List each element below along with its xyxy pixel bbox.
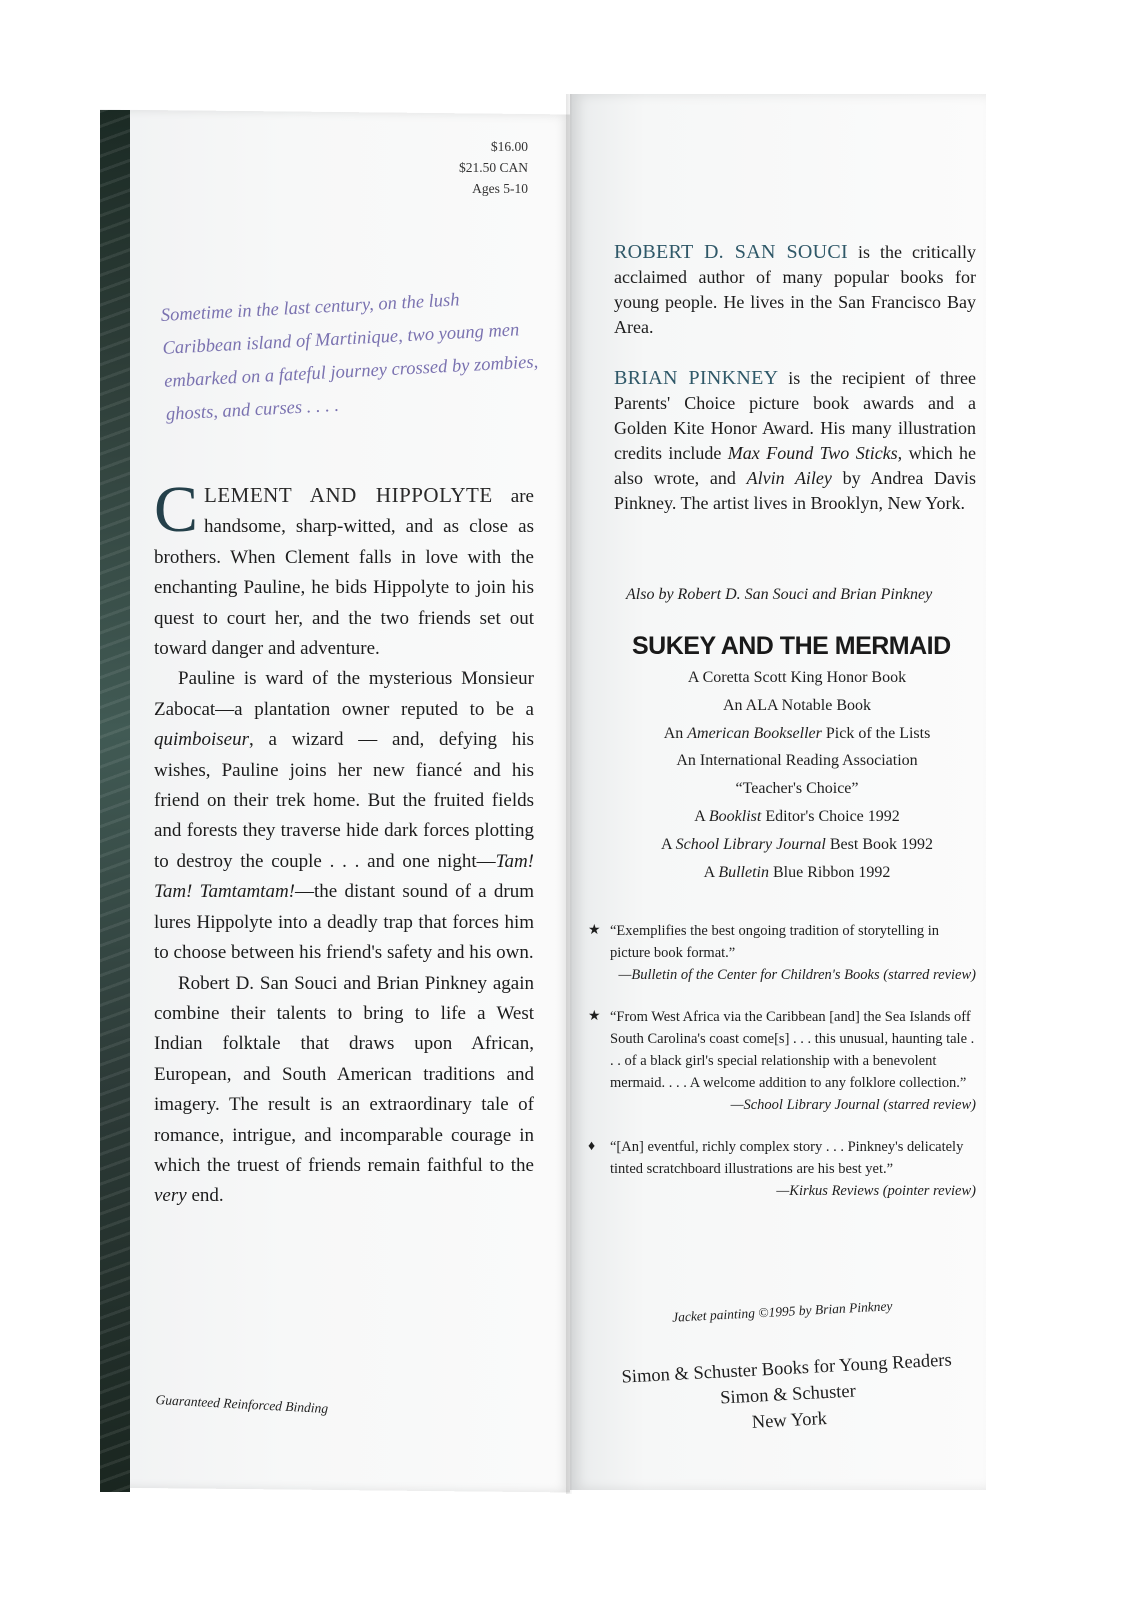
publisher-imprint: Simon & Schuster Books for Young Readers (621, 1350, 953, 1388)
review-item (588, 1006, 976, 1116)
front-flap-body (154, 473, 534, 1212)
illustrator-bio (614, 366, 976, 516)
award-text-post: Editor's Choice 1992 (761, 807, 900, 825)
also-by-heading: Also by Robert D. San Souci and Brian Pinkney (626, 586, 933, 603)
review-quote: “From West Africa via the Caribbean [and] the Sea Islands off South Carolina's coast come[s] . . . this unusual, haunting tale . . . of a black girl's special relationship with a benevolent mermaid. . . . A welcome addition to any folklore collection.” (610, 1009, 975, 1091)
paragraph-3-part-a: Robert D. San Souci and Brian Pinkney again combine their talents to bring to life a West Indian folktale that draws upon African, European, and South American traditions and imagery. The result is an extraordinary tale of romance, intrigue, and incomparable courage in which the truest of friends remain faithful to the (154, 972, 534, 1176)
price-usd: $16.00 (490, 139, 528, 154)
award-italic: Booklist (708, 807, 762, 825)
award-text: A Coretta Scott King Honor Book (687, 669, 907, 686)
paragraph-1-text: are handsome, sharp-witted, and as close as brothers. When Clement falls in love with the enchanting Pauline, he bids Hippolyte to join his quest to court her, and the two friends set out toward danger and adventure. (154, 486, 534, 660)
age-range: Ages 5-10 (472, 181, 528, 196)
award-item (612, 720, 982, 748)
publisher-city: New York (751, 1409, 828, 1433)
award-item (612, 775, 982, 803)
other-book-title: SUKEY AND THE MERMAID (632, 632, 951, 660)
award-text-post: Best Book 1992 (825, 835, 933, 853)
drop-cap: C (154, 473, 199, 546)
illustrator-bio-text-c: by Andrea Davis Pinkney. The artist lives in Brooklyn, New York. (614, 468, 976, 513)
award-text: “Teacher's Choice” (735, 780, 859, 798)
illustrator-bio-text-b: which he also wrote, and (614, 443, 976, 488)
headline: LEMENT AND HIPPOLYTE (204, 483, 493, 507)
paragraph-1 (154, 473, 534, 664)
award-text: A (703, 863, 719, 881)
reviews-list (588, 920, 976, 1222)
award-italic: Bulletin (718, 863, 769, 881)
star-icon: ★ (588, 923, 601, 938)
author-name: ROBERT D. SAN SOUCI (614, 241, 849, 263)
review-item (588, 1136, 976, 1202)
illustrator-name: BRIAN PINKNEY (614, 367, 779, 389)
award-item (612, 831, 982, 859)
paragraph-2-italic-word: quimboiseur (154, 729, 249, 751)
award-text: A (694, 807, 709, 825)
diamond-icon: ♦ (588, 1139, 596, 1154)
award-item (612, 692, 982, 720)
award-item (612, 747, 982, 775)
drum-sound-italic: Tam! Tam! Tamtamtam! (154, 850, 534, 903)
paragraph-3-part-b: end. (186, 1185, 224, 1207)
awards-list (612, 664, 982, 886)
award-text: An ALA Notable Book (723, 696, 871, 714)
paragraph-3-italic-word: very (154, 1185, 187, 1207)
price-block (459, 136, 528, 199)
book-title-max-found-two-sticks: Max Found Two Sticks, (727, 443, 903, 463)
award-item (612, 803, 982, 831)
book-title-alvin-ailey: Alvin Ailey (746, 468, 832, 488)
award-item (612, 664, 982, 692)
award-text-post: Blue Ribbon 1992 (768, 863, 891, 881)
review-item (588, 920, 976, 986)
illustrator-bio-text-a: is the recipient of three Parents' Choice picture book awards and a Golden Kite Honor Award. His many illustration credits include (614, 368, 976, 463)
award-text: A (660, 835, 676, 853)
award-text-post: Pick of the Lists (821, 724, 931, 742)
fold-crease (566, 94, 572, 1494)
review-source: —Kirkus Reviews (pointer review) (776, 1183, 976, 1199)
cover-art-edge (100, 110, 130, 1492)
paragraph-3 (154, 969, 534, 1212)
star-icon: ★ (588, 1009, 601, 1024)
binding-note: Guaranteed Reinforced Binding (155, 1392, 329, 1417)
review-source: —Bulletin of the Center for Children's Books (starred review) (618, 967, 976, 983)
jacket-credit: Jacket painting ©1995 by Brian Pinkney (671, 1298, 893, 1325)
publisher-name: Simon & Schuster (719, 1381, 857, 1409)
review-quote: “Exemplifies the best ongoing tradition of storytelling in picture book format.” (610, 923, 940, 961)
paragraph-2-part-c: —the distant sound of a drum lures Hippolyte into a deadly trap that forces him to choose between his friend's safety and his own. (154, 881, 534, 964)
award-italic: American Bookseller (687, 724, 822, 742)
author-bios (614, 240, 976, 542)
award-italic: School Library Journal (675, 835, 826, 853)
review-quote: “[An] eventful, richly complex story . . . Pinkney's delicately tinted scratchboard illustrations are his best yet.” (610, 1139, 964, 1177)
teaser-text: Sometime in the last century, on the lush Caribbean island of Martinique, two young men embarked on a fateful journey crossed by zombies, ghosts, and curses . . . . (160, 290, 539, 425)
award-item (612, 859, 982, 887)
paragraph-2 (154, 664, 534, 968)
review-source: —School Library Journal (starred review) (730, 1097, 976, 1113)
author-bio (614, 240, 976, 340)
paragraph-2-part-a: Pauline is ward of the mysterious Monsieur Zabocat—a plantation owner reputed to be a (154, 668, 534, 720)
award-text: An (663, 724, 688, 742)
paragraph-2-part-b: , a wizard — and, defying his wishes, Pauline joins her new fiancé and his friend on their trek home. But the fruited fields and forests they traverse hide dark forces plotting to destroy the couple . . . and one night— (154, 729, 534, 872)
price-can: $21.50 CAN (458, 160, 528, 175)
award-text: An International Reading Association (676, 752, 918, 770)
author-bio-text: is the critically acclaimed author of many popular books for young people. He lives in the San Francisco Bay Area. (614, 242, 976, 337)
